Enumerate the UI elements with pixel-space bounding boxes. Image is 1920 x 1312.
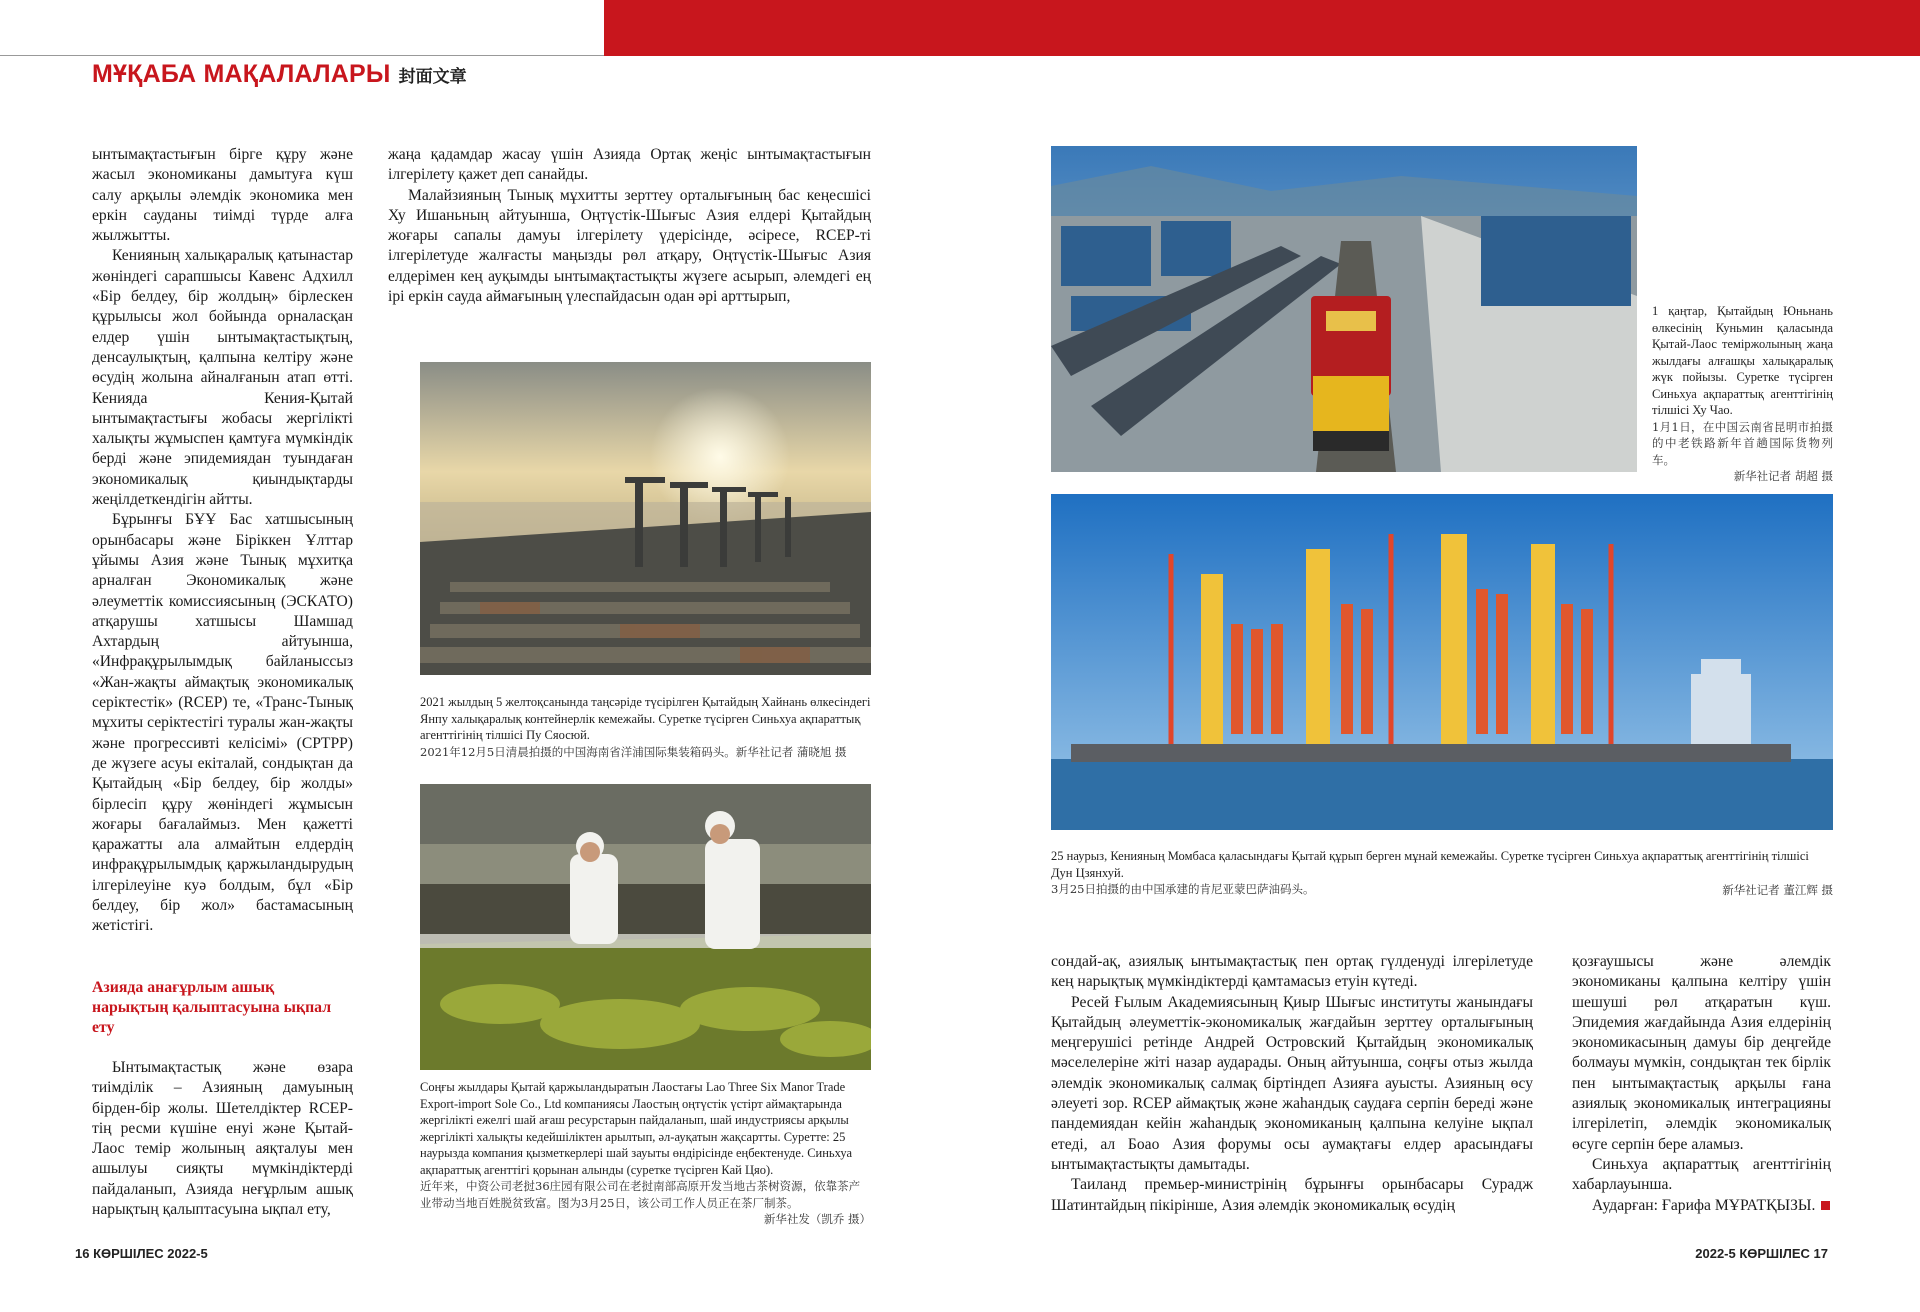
caption-kz: 25 наурыз, Кенияның Момбаса қаласындағы Қытай құрып берген мұнай кемежайы. Суретке түсірген Синьхуа ақпараттық агенттігінің тілшісі Дун Цзянхуй. — [1051, 849, 1809, 880]
freight-train-photo — [1051, 146, 1637, 472]
paragraph: Ынтымақтастық және өзара тиімділік – Азияның дамуының бірден-бір жолы. Шетелдіктер RCEP-тің ресми күшіне енуі және Қытай-Лаос темір жолының аяқталуы мен ашылуы сияқты мүмкіндіктерді пайдаланып, Азияда неғұрлым ашық нарықтың қалыптасуына ықпал ету, — [92, 1059, 353, 1219]
section-header — [92, 60, 467, 90]
caption-credit: 新华社记者 董江辉 摄 — [1722, 882, 1833, 897]
article-column-1-bottom — [92, 1058, 353, 1220]
train-photo-caption — [1652, 303, 1833, 485]
paragraph: Бұрынғы БҰҰ Бас хатшысының орынбасары және Біріккен Ұлттар ұйымы Азия және Тынық мұхитқа арналған Экономикалық және әлеуметтік комиссиясының (ЭСКАТО) атқарушы хатшысы Шамшад Ахтардың айтуынша, «Инфрақұрылымдық байланыссыз «Жан-жақты аймақтық экономикалық серіктестік» (RCEP) те, «Транс-Тынық мұхиты серіктестігі туралы жан-жақты және прогрессивті келісімі» (CPTPP) де жүзеге асуы екіталай, сондықтан да Қытайдың «Бір белдеу, бір жолды» бірлесіп құру жөніндегі жұмысын жоғары бағалаймыз. Мен қажетті қаражатты ала алмайтын елдердің инфрақұрылымдық қаржыландырудың ілгерілеуіне куә болдым, бұл «Бір белдеу, бір жол» бастамасының жетістігі. — [92, 511, 353, 935]
caption-credit: 新华社发（凯乔 摄） — [763, 1212, 871, 1226]
caption-cn: 1月1日，在中国云南省昆明市拍摄的中老铁路新年首趟国际货物列车。 — [1652, 419, 1833, 467]
translator-credit — [1572, 1196, 1831, 1216]
article-column-3 — [1051, 952, 1533, 1216]
subheading: Азияда анағұрлым ашық нарықтың қалыптасуына ықпал ету — [92, 979, 332, 1036]
caption-cn: 3月25日拍摄的由中国承建的肯尼亚蒙巴萨油码头。 — [1051, 882, 1315, 896]
paragraph: Таиланд премьер-министрінің бұрынғы орынбасары Сурадж Шатинтайдың пікірінше, Азия әлемдік экономикалық өсудің — [1051, 1176, 1533, 1214]
paragraph: Кенияның халықаралық қатынастар жөніндегі сарапшысы Кавенс Адхилл «Бір белдеу, бір жолдың» бірлескен құрылысы жол бойында орналасқан елдер үшін ынтымақтастықтың, денсаулықтың, қалпына келтіру және өсудің жолына айналғанын атап өтті. Кенияда Кения-Қытай ынтымақтастығы жобасы жергілікті халықты жұмыспен қамтуға мүмкіндік берді және эпидемиядан туындаған экономикалық қиындықтарды жеңілдеткендігін айтты. — [92, 247, 353, 509]
end-mark-icon — [1821, 1201, 1830, 1210]
caption-kz: 2021 жылдың 5 желтоқсанында таңсәріде түсірілген Қытайдың Хайнань өлкесіндегі Янпу халықаралық контейнерлік кемежайы. Суретке түсірген Синьхуа ақпараттық агенттігінің тілшісі Пу Сяосюй. — [420, 695, 871, 742]
port-sunrise-photo — [420, 362, 871, 675]
tea-photo-caption — [420, 1079, 871, 1228]
caption-credit: 新华社记者 胡超 摄 — [1733, 469, 1833, 483]
section-title-cn: 封面文章 — [398, 67, 467, 87]
caption-kz: 1 қаңтар, Қытайдың Юньнань өлкесінің Куньмин қаласында Қытай-Лаос теміржолының жаңа жылдағы алғашқы халықаралық жүк пойызы. Суретке түсірген Синьхуа ақпараттық агенттігінің тілшісі Ху Чао. — [1652, 304, 1833, 417]
section-title-kz: МҰҚАБА МАҚАЛАЛАРЫ — [92, 60, 391, 88]
caption-cn: 近年来，中资公司老挝36庄园有限公司在老挝南部高原开发当地古茶树资源，依靠茶产业带动当地百姓脱贫致富。图为3月25日，该公司工作人员正在茶厂制茶。 — [420, 1179, 861, 1210]
paragraph: Ресей Ғылым Академиясының Қиыр Шығыс институты жанындағы Қытайдың әлеуметтік-экономикалық жағдайын зерттеу орталығының меңгерушісі ретінде Андрей Островский Қытайдың экономикалық мәселелеріне жіті назар аударады. Оның айтуынша, соңғы отыз жылда әлемдік экономикалық салмақ біртіндеп Азияға ауысты. Азияның өсу әлеуеті зор. RCEP аймақтық және жаһандық саудаға серпін береді және пандемиядан кейін жаһандық экономиканың қалпына келуіне ықпал етеді, ал Боао Азия форумы осы аумақтағы елдер арасындағы ынтымақтастықты дамытады. — [1051, 993, 1533, 1173]
tea-factory-photo — [420, 784, 871, 1070]
paragraph: сондай-ақ, азиялық ынтымақтастық пен ортақ гүлденуді ілгерілетуде кең нарықтық мүмкіндіктерді қамтамасыз етуін күтеді. — [1051, 953, 1533, 991]
paragraph: Синьхуа ақпараттық агенттігінің хабарлауынша. — [1572, 1155, 1831, 1194]
caption-kz: Соңғы жылдары Қытай қаржыландыратын Лаостағы Lao Three Six Manor Trade Export-import Sole Co., Ltd компаниясы Лаостың оңтүстік үстірт аймақтарында жергілікті ежелгі шай ағаш ресурстарын пайдаланып, шай индустриясы арқылы жергілікті халықты кедейшіліктен арылтып, әл-ауқатын жақсартты. Суретте: 25 наурызда компания қызметкерлері шай зауыты өндірісінде еңбектенуде. Синьхуа ақпараттық агенттігі қорынан алынды (суретке түсірген Кай Цяо). — [420, 1080, 853, 1177]
oil-photo-caption — [1051, 848, 1833, 898]
top-rule — [0, 55, 604, 56]
paragraph: қозғаушысы және әлемдік экономиканы қалпына келтіру үшін шешуші рөл атқаратын күш. Эпидемия жағдайында Азия елдерінің экономикасының дамуы бір деңгейде болмауы мүмкін, сондықтан тек бірлік пен ынтымақтастық арқылы ғана азиялық экономикалық интеграцияны ілгерілетіп, әлемдік экономикалық өсуге серпін бере аламыз. — [1572, 953, 1831, 1153]
paragraph: Малайзияның Тынық мұхитты зерттеу орталығының бас кеңесшісі Ху Ишаньның айтуынша, Оңтүстік-Шығыс Азия елдері Қытайдың жоғары сапалы дамуы ілгерілету үдерісінде, әсіресе, RCEP-ті ілгерілетуде жалғасты маңызды рөл атқару, Оңтүстік-Шығыс Азия елдерімен кең ауқымды ынтымақтастықты жүзеге асырып, әлемдегі ең ірі еркін сауда аймағының үлеспайдасын одан әрі арттырып, — [388, 186, 871, 306]
footer-page-left: 16 КӨРШІЛЕС 2022-5 — [75, 1246, 208, 1261]
caption-cn: 2021年12月5日清晨拍摄的中国海南省洋浦国际集装箱码头。新华社记者 蒲晓旭 摄 — [420, 744, 847, 759]
article-column-2 — [388, 145, 871, 307]
paragraph: ынтымақтастығын бірге құру және жасыл экономиканы дамытуға күш салу арқылы әлемдік экономика мен еркін сауданы тиімді түрде алға жылжытты. — [92, 146, 353, 245]
top-red-bar — [604, 0, 1920, 56]
paragraph: жаңа қадамдар жасау үшін Азияда Ортақ жеңіс ынтымақтастығын ілгерілету қажет деп санайды. — [388, 146, 871, 184]
article-column-1 — [92, 145, 353, 937]
oil-terminal-photo — [1051, 494, 1833, 830]
footer-page-right: 2022-5 КӨРШІЛЕС 17 — [1695, 1246, 1828, 1261]
article-column-4 — [1572, 952, 1831, 1216]
port-photo-caption — [420, 694, 871, 760]
translator-text: Аударған: Ғарифа МҰРАТҚЫЗЫ. — [1592, 1196, 1816, 1214]
